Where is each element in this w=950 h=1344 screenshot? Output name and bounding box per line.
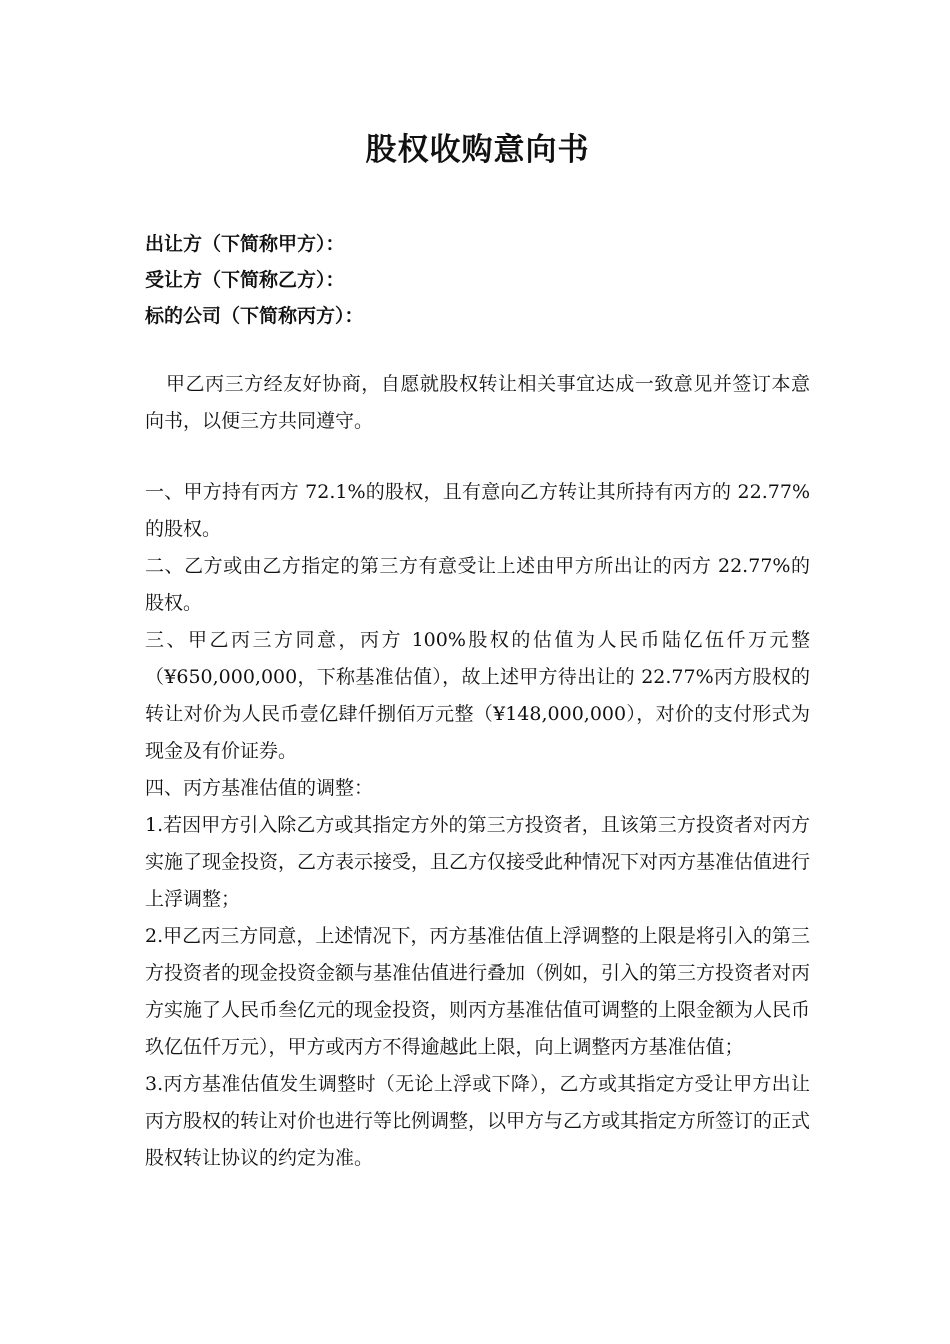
clause-3: 三、甲乙丙三方同意，丙方 100%股权的估值为人民币陆亿伍仟万元整（¥650,000,000，下称基准估值），故上述甲方待出让的 22.77%丙方股权的转让对价为人民币壹亿肆仟捌佰万元整（¥148,000,000），对价的支付形式为现金及有价证券。 (145, 629, 810, 762)
clause-4-item-3: 3.丙方基准估值发生调整时（无论上浮或下降），乙方或其指定方受让甲方出让丙方股权的转让对价也进行等比例调整，以甲方与乙方或其指定方所签订的正式股权转让协议的约定为准。 (145, 1073, 811, 1169)
clauses-list (145, 474, 810, 1177)
party-target-company: 标的公司（下简称丙方）： (145, 305, 364, 327)
clause-1: 一、甲方持有丙方 72.1%的股权，且有意向乙方转让其所持有丙方的 22.77%的股权。 (145, 481, 810, 540)
clause-4-item-2: 2.甲乙丙三方同意，上述情况下，丙方基准估值上浮调整的上限是将引入的第三方投资者的现金投资金额与基准估值进行叠加（例如，引入的第三方投资者对丙方实施了人民币叁亿元的现金投资，则丙方基准估值可调整的上限金额为人民币玖亿伍仟万元），甲方或丙方不得逾越此上限，向上调整丙方基准估值； (145, 925, 811, 1058)
clause-4-heading: 四、丙方基准估值的调整： (145, 777, 374, 799)
clause-4-item-1: 1.若因甲方引入除乙方或其指定方外的第三方投资者，且该第三方投资者对丙方实施了现金投资，乙方表示接受，且乙方仅接受此种情况下对丙方基准估值进行上浮调整； (145, 814, 811, 910)
document-title: 股权收购意向书 (365, 132, 590, 168)
party-transferor: 出让方（下简称甲方）： (145, 233, 345, 255)
intro-paragraph: 甲乙丙三方经友好协商，自愿就股权转让相关事宜达成一致意见并签订本意向书，以便三方共同遵守。 (145, 373, 810, 432)
party-transferee: 受让方（下简称乙方）： (145, 269, 345, 291)
clause-2: 二、乙方或由乙方指定的第三方有意受让上述由甲方所出让的丙方 22.77%的股权。 (145, 555, 810, 614)
parties-block (145, 226, 810, 334)
